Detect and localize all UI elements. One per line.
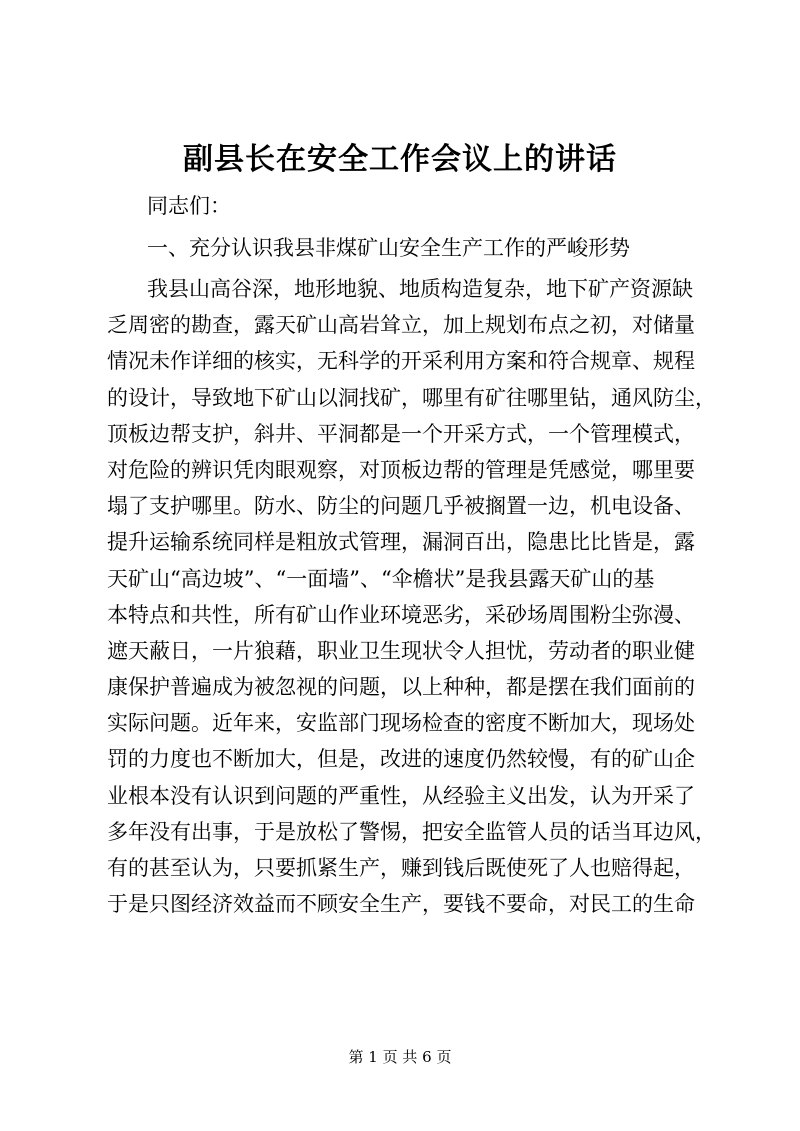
- paragraph-line: 塌了支护哪里。防水、防尘的问题几乎被搁置一边，机电设备、: [107, 494, 695, 519]
- paragraph-line: 情况未作详细的核实，无科学的开采利用方案和符合规章、规程: [107, 349, 695, 374]
- paragraph-line: 业根本没有认识到问题的严重性，从经验主义出发，认为开采了: [107, 783, 695, 808]
- paragraph-line: 罚的力度也不断加大，但是，改进的速度仍然较慢，有的矿山企: [107, 747, 695, 772]
- greeting: 同志们：: [147, 194, 231, 218]
- paragraph: [107, 271, 716, 922]
- paragraph-line: 遮天蔽日，一片狼藉，职业卫生现状令人担忧，劳动者的职业健: [107, 638, 695, 663]
- section-heading: 一、充分认识我县非煤矿山安全生产工作的严峻形势: [147, 236, 630, 260]
- paragraph-line: 的设计，导致地下矿山以洞找矿，哪里有矿往哪里钻，通风防尘，: [107, 385, 716, 410]
- paragraph-line: 对危险的辨识凭肉眼观察，对顶板边帮的管理是凭感觉，哪里要: [107, 457, 695, 482]
- paragraph-line: 乏周密的勘查，露天矿山高岩耸立，加上规划布点之初，对储量: [107, 313, 695, 338]
- paragraph-line: 提升运输系统同样是粗放式管理，漏洞百出，隐患比比皆是，露: [107, 530, 695, 555]
- paragraph-line: 顶板边帮支护，斜井、平洞都是一个开采方式，一个管理模式，: [107, 421, 695, 446]
- paragraph-line: 我县山高谷深，地形地貌、地质构造复杂，地下矿产资源缺: [147, 277, 693, 301]
- paragraph-line: 天矿山“高边坡”、“一面墙”、“伞檐状”是我县露天矿山的基: [107, 566, 655, 591]
- paragraph-line: 本特点和共性，所有矿山作业环境恶劣，采砂场周围粉尘弥漫、: [107, 602, 695, 627]
- paragraph-line: 于是只图经济效益而不顾安全生产，要钱不要命，对民工的生命: [107, 892, 695, 917]
- document-title: 副县长在安全工作会议上的讲话: [183, 142, 617, 177]
- page-number: 第 1 页 共 6 页: [348, 1048, 452, 1066]
- paragraph-line: 多年没有出事，于是放松了警惕，把安全监管人员的话当耳边风，: [107, 819, 716, 844]
- paragraph-line: 有的甚至认为，只要抓紧生产，赚到钱后既使死了人也赔得起，: [107, 856, 695, 880]
- paragraph-line: 康保护普遍成为被忽视的问题，以上种种，都是摆在我们面前的: [107, 675, 695, 700]
- paragraph-line: 实际问题。近年来，安监部门现场检查的密度不断加大，现场处: [107, 711, 695, 736]
